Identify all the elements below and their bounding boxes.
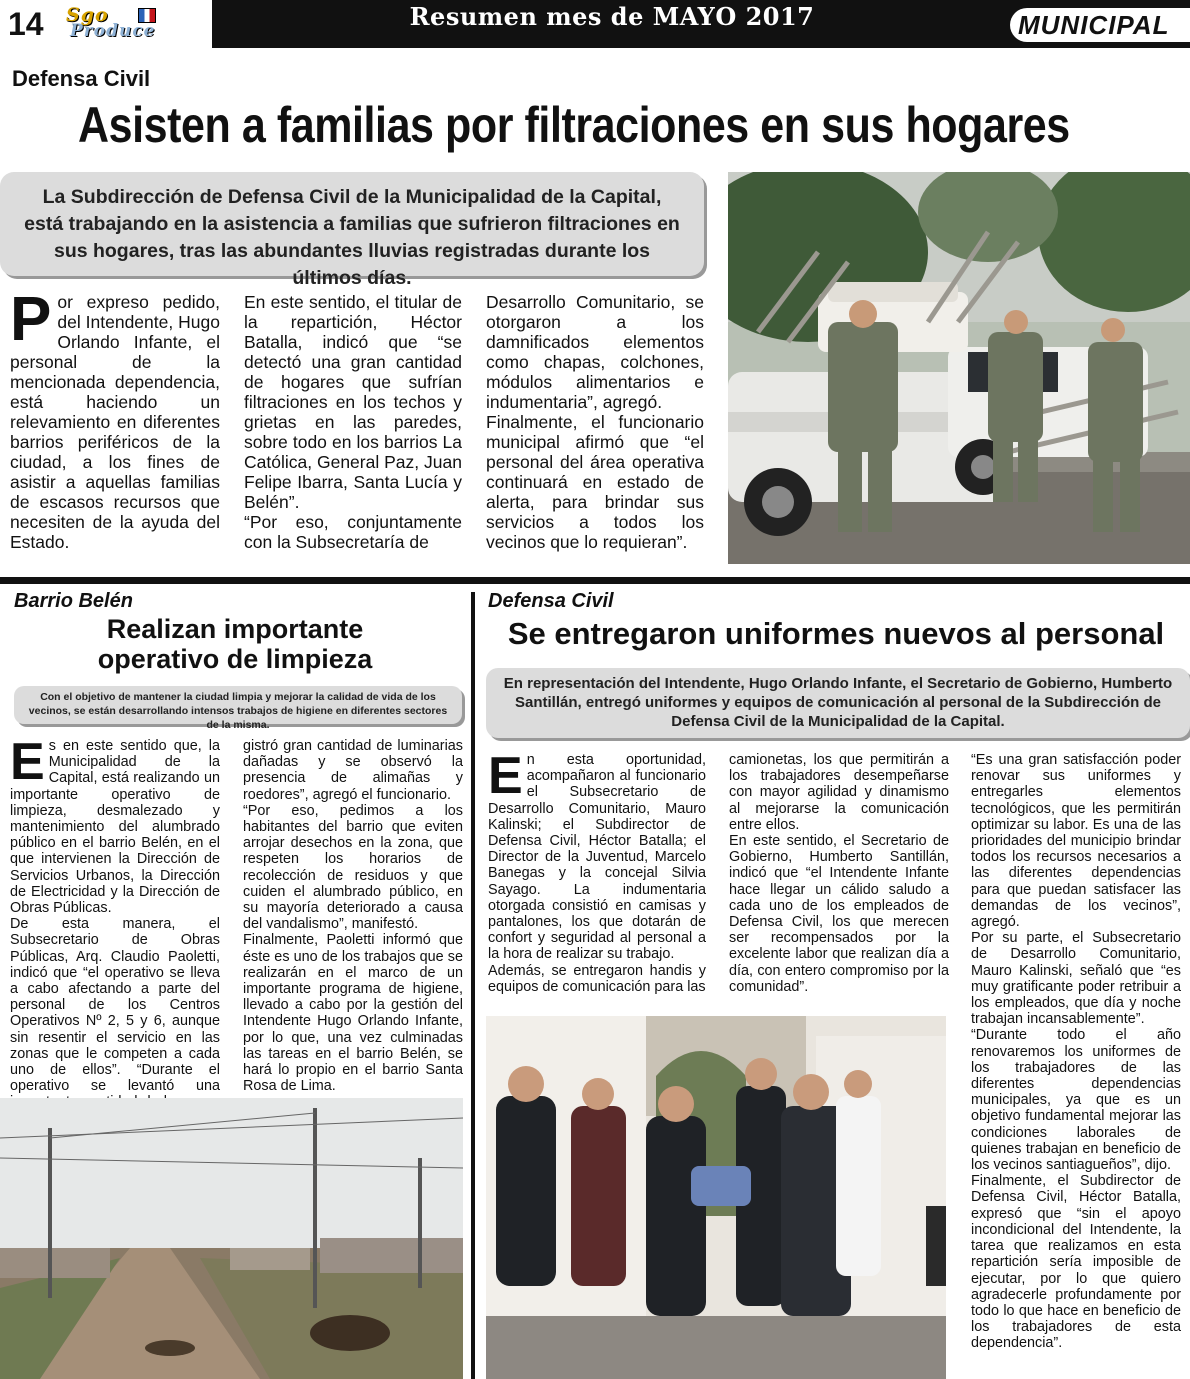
photo-barrio-street [0, 1098, 463, 1379]
article2-lead: Con el objetivo de mantener la ciudad limpia y mejorar la calidad de vida de los vecinos, se están desarrollando intensos trabajos de higiene en diferentes sectores de la misma. [28, 691, 448, 731]
article3-headline: Se entregaron uniformes nuevos al personal [507, 616, 1165, 651]
article3-col2-paragraph: En este sentido, el Secretario de Gobierno, Humberto Santillán, indicó que “el Intendente Infante hace llegar un cálido saludo a cada uno de los empleados de Defensa Civil, los que merecen ser recompensados por la excelente labor que realizan día a día, con entero compromiso por la comunidad”. [729, 833, 949, 995]
sgo-produce-logo [66, 4, 200, 42]
article3-column-2 [729, 752, 949, 995]
article1-kicker: Defensa Civil [12, 66, 151, 91]
article1-col3-paragraph: Finalmente, el funcionario municipal afirmó que “el personal del área operativa continuará en estado de alerta, para brindar sus servicios a todos los vecinos que lo requieran”. [486, 412, 704, 552]
article3-col3-paragraph: “Es una gran satisfacción poder renovar sus uniformes y entregarles elementos tecnológicos, que les permitirán optimizar su labor. Es una de las prioridades del municipio brindar todos los recursos necesarios a las diferentes dependencias para que puedan satisfacer las demandas de los vecinos”, agregó. [971, 752, 1181, 931]
section-tab [1010, 8, 1190, 42]
article3-col3-paragraph: Por su parte, el Subsecretario de Desarrollo Comunitario, Mauro Kalinski, señaló que “es muy gratificante poder retribuir a los empleados, que día y noche trabajan incansablemente”. [971, 930, 1181, 1028]
photo-uniform-delivery-image [486, 1016, 946, 1379]
article3-column-1 [488, 747, 706, 995]
photo-barrio-street-image [0, 1098, 463, 1379]
logo-bottom-text: Produce [70, 21, 156, 41]
article3-col1-paragraph: n esta oportunidad, acompañaron al funcionario el Subsecretario de Desarrollo Comunitario, Mauro Kalinski; el Subdirector de Defensa Civil, Héctor Batalla; el Director de la Juventud, Marcelo Banegas y la concejal Silvia Sayago. La indumentaria otorgada consistió en camisas y pantalones, los que dotarán de confort y seguridad al personal a la hora de realizar su trabajo. [488, 752, 706, 963]
section-divider [0, 577, 1190, 584]
photo-uniform-delivery [486, 1016, 946, 1379]
article2-headline [40, 614, 430, 674]
photo-workers-truck [728, 172, 1190, 564]
article2-col1-paragraph: s en este sentido que, la Municipalidad de la Capital, está realizando un importante operativo de limpieza, desmalezado y mantenimiento del alumbrado público en el barrio Belén, en el que intervienen la Dirección de Servicios Urbanos, la Dirección de Electricidad y la Dirección de Obras Públicas. [10, 738, 220, 917]
page-header [0, 0, 1190, 48]
article2-col2-paragraph: Finalmente, Paoletti informó que éste es uno de los trabajos que se realizarán en el marco de un importante programa de higiene, llevado a cabo por la gestión del Intendente Hugo Orlando Infante, por lo que, una vez culminadas las tareas en el barrio Belén, se hará lo propio en el barrio Santa Rosa de Lima. [243, 932, 463, 1095]
article3-col3-paragraph: Finalmente, el Subdirector de Defensa Civil, Héctor Batalla, expresó que “sin el apoyo incondicional del Intendente, la tarea que realizamos en esta repartición sería imposible de ejecutar, por lo que quiero agradecerle profundamente por todo lo que hace en beneficio de los trabajadores de esta dependencia”. [971, 1173, 1181, 1352]
photo-workers-truck-image [728, 172, 1190, 564]
page-number: 14 [8, 6, 44, 42]
article1-column-2 [244, 292, 462, 552]
article1-col2-paragraph: En este sentido, el titular de la repartición, Héctor Batalla, indicó que “se detectó una gran cantidad de hogares que sufrían filtraciones en los techos y grietas en las paredes, sobre todo en los barrios La Católica, General Paz, Juan Felipe Ibarra, Santa Lucía y Belén”. [244, 292, 462, 512]
article1-col1-text: or expreso pedido, del Intendente, Hugo Orlando Infante, el personal de la mencionada dependencia, está haciendo un relevamiento en diferentes barrios periféricos de la ciudad, a los fines de asistir a aquellas familias de escasos recursos que necesiten de la ayuda del Estado. [10, 292, 220, 552]
article1-col2-paragraph: “Por eso, conjuntamente con la Subsecretaría de [244, 512, 462, 552]
article2-column-1 [10, 733, 220, 1127]
article3-kicker: Defensa Civil [488, 590, 614, 612]
article3-col1-paragraph: Además, se entregaron handis y equipos de comunicación para las [488, 962, 706, 995]
article2-col1-paragraph: De esta manera, el Subsecretario de Obras Públicas, Arq. Claudio Paoletti, indicó que “el operativo se lleva a cabo afectando a parte del personal de los Centros Operativos Nº 2, 5 y 6, aunque sin resentir el servicio en las zonas que le competen a cada uno de ellos”. “Durante el operativo se levantó una [10, 916, 220, 1095]
article3-lead: En representación del Intendente, Hugo Orlando Infante, el Secretario de Gobierno, Humberto Santillán, entregó uniformes y equipos de comunicación al personal de la Subdirección de Defensa Civil de la Municipalidad de la Capital. [503, 675, 1173, 730]
logo-top-text: Sgo [66, 4, 109, 26]
article2-col2-paragraph: gistró gran cantidad de luminarias dañadas y se observó la presencia de alimañas y roedores”, agregó el funcionario. [243, 738, 463, 803]
article1-column-1 [10, 285, 220, 552]
article3-column-3 [971, 752, 1181, 1352]
article2-col2-paragraph: “Por eso, pedimos a los habitantes del barrio que eviten arrojar desechos en la zona, que respeten los horarios de recolección de residuos y que cuiden el alumbrado público, en su mayoría deteriorado a causa del vandalismo”, manifestó. [243, 802, 463, 933]
article1-headline: Asisten a familias por filtraciones en sus hogares [78, 97, 1070, 153]
article3-col3-paragraph: “Durante todo el año renovaremos los uniformes de los trabajadores de las diferentes dependencias municipales, ya que es un objetivo fundamental mejorar las condiciones laborales de quienes trabajan en beneficio de los vecinos santiagueños”, dijo. [971, 1027, 1181, 1174]
article3-dropcap: E [488, 747, 523, 805]
article2-dropcap: E [10, 733, 45, 791]
article2-headline-line: operativo de limpieza [97, 644, 373, 674]
issue-summary: Resumen mes de MAYO 2017 [409, 2, 815, 31]
article2-kicker: Barrio Belén [14, 590, 133, 612]
article1-lead: La Subdirección de Defensa Civil de la Municipalidad de la Capital, está trabajando en la asistencia a familias que sufrieron filtraciones en sus hogares, tras las abundantes lluvias registradas durante los últimos días. [24, 186, 680, 289]
article1-dropcap: P [10, 285, 52, 354]
article1-lead-box [0, 172, 704, 289]
column-divider [471, 592, 475, 1379]
article2-lead-box [14, 686, 462, 731]
article3-col2-paragraph: camionetas, los que permitirán a los trabajadores desempeñarse con mayor agilidad y dinamismo al mejorarse la comunicación entre ellos. [729, 752, 949, 833]
article2-column-2 [243, 738, 463, 1094]
article2-headline-line: Realizan importante [106, 614, 364, 644]
article1-column-3 [486, 292, 704, 552]
article1-col3-paragraph: Desarrollo Comunitario, se otorgaron a los damnificados elementos como chapas, colchones, módulos alimentarios e indumentaria”, agregó. [486, 292, 704, 412]
section-label: MUNICIPAL [1018, 10, 1170, 40]
article3-lead-box [486, 668, 1190, 738]
